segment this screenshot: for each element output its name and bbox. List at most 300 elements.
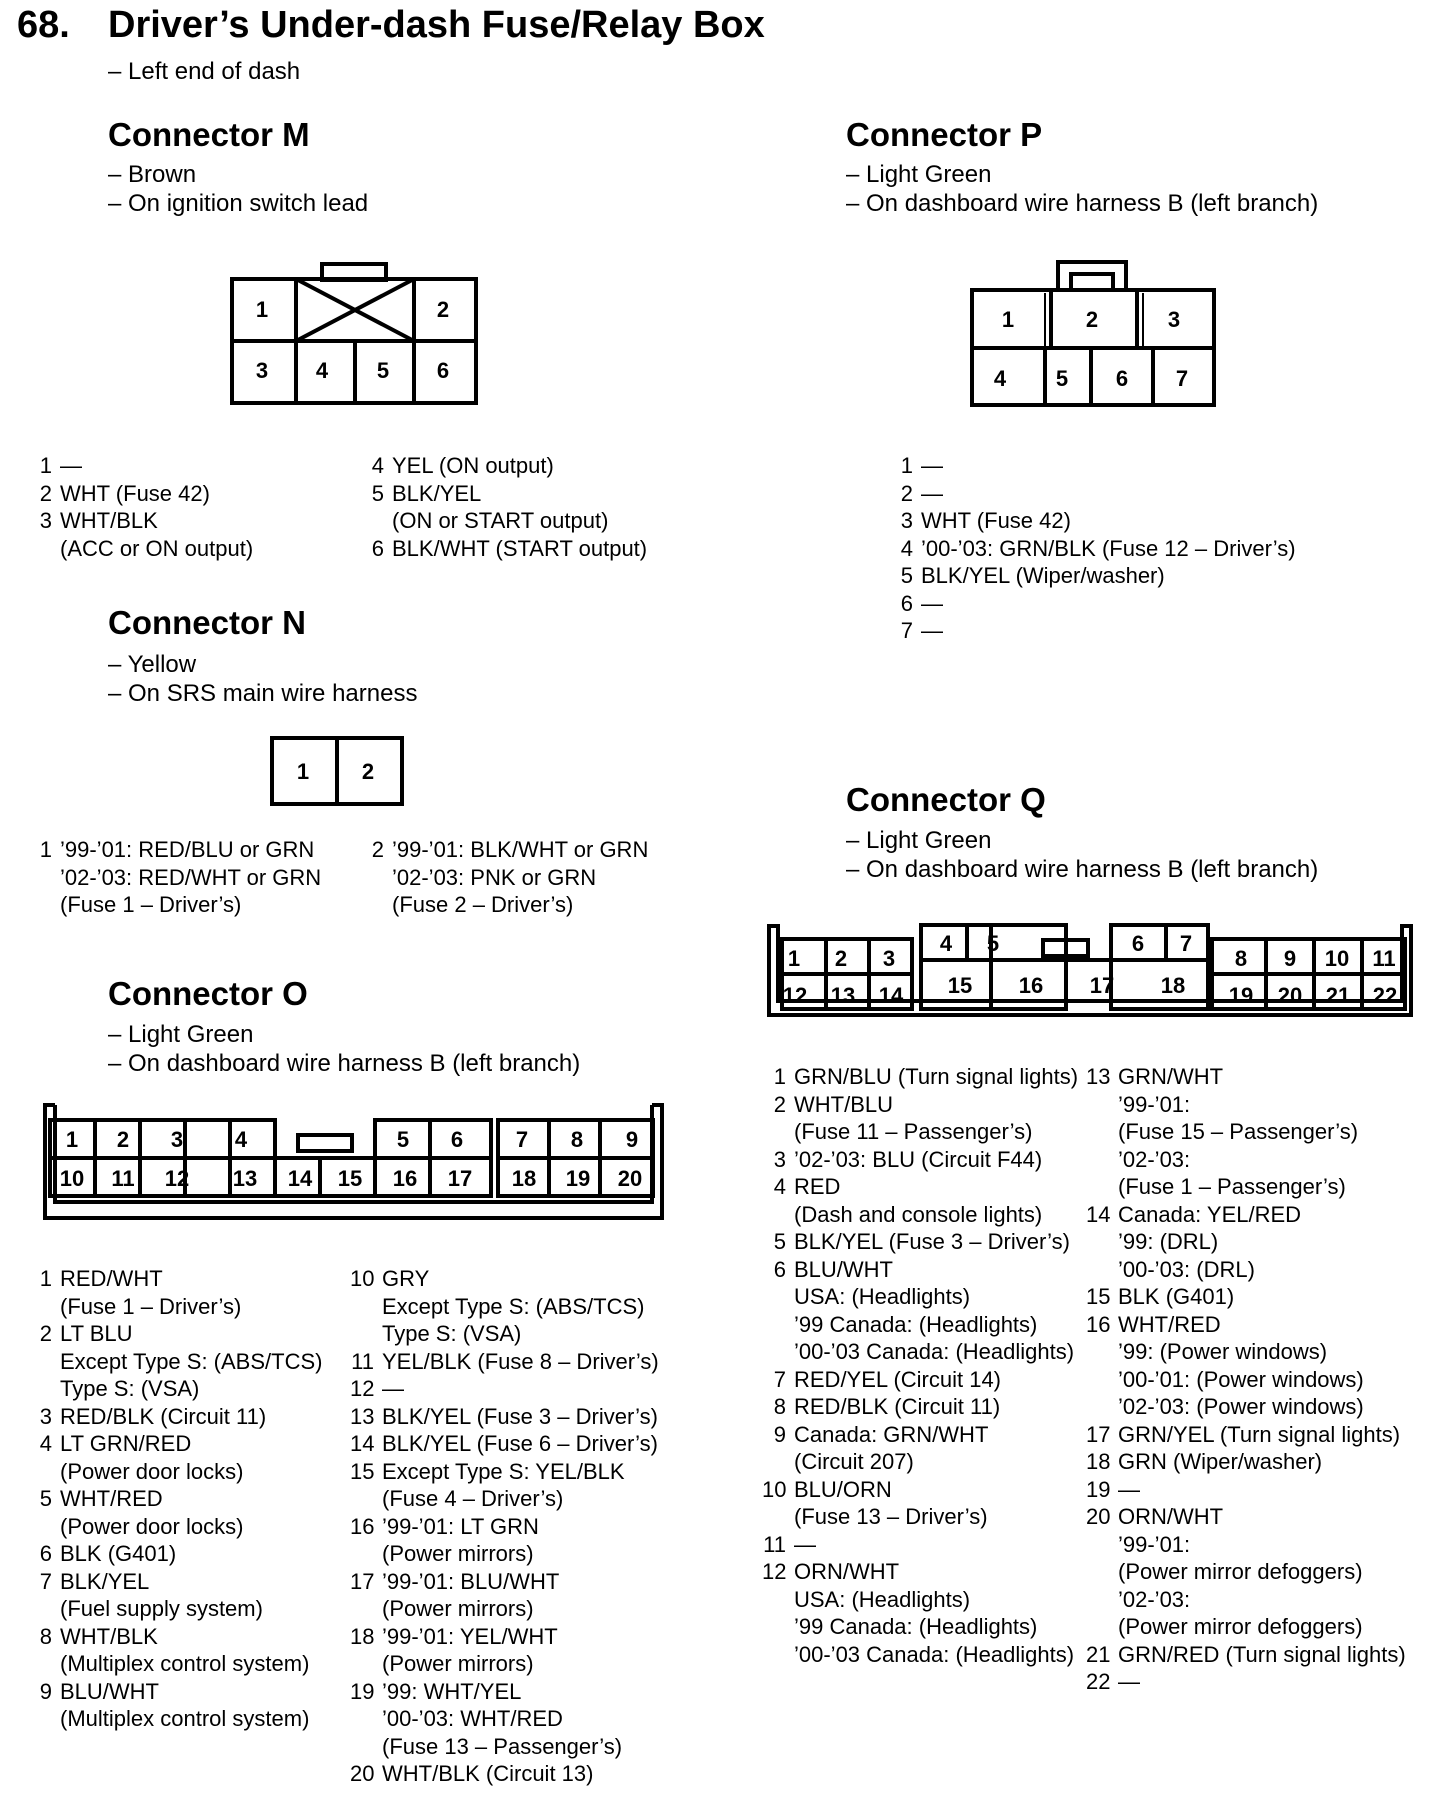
o-pin-label: 11	[111, 1166, 135, 1191]
pin-entry	[360, 535, 647, 563]
pin-description-line: ’00-’03 Canada: (Headlights)	[794, 1339, 1075, 1364]
pin-number: 22	[1086, 1669, 1111, 1694]
pin-number: 1	[39, 453, 52, 478]
pin-description	[52, 1485, 243, 1540]
pin-description-line: ’00-’03: GRN/BLK (Fuse 12 – Driver’s)	[921, 535, 1296, 561]
o-pin-label: 9	[625, 1127, 639, 1152]
pin-description-line: ’02-’03:	[1118, 1586, 1191, 1612]
pin-description	[786, 1063, 1078, 1091]
pin-description-line: WHT/BLK	[60, 1623, 158, 1649]
pin-description-line: BLK/YEL (Fuse 6 – Driver’s)	[382, 1431, 658, 1456]
connector-p-diagram	[972, 262, 1214, 405]
pin-description-line: ’00-’03: (DRL)	[1118, 1256, 1255, 1282]
pin-description	[913, 507, 1071, 535]
pin-number: 19	[1086, 1476, 1111, 1502]
pin-entry	[762, 1063, 1078, 1091]
pin-description	[52, 480, 210, 508]
n-pin-label: 1	[296, 759, 310, 784]
pin-entry	[1086, 1448, 1406, 1476]
pin-description-line: YEL (ON output)	[392, 453, 554, 478]
pin-entry	[762, 1531, 1078, 1559]
pin-description-line: (Fuse 2 – Driver’s)	[392, 892, 574, 917]
connector-n-title: Connector N	[108, 604, 306, 641]
pin-number: 17	[1086, 1421, 1111, 1447]
pin-description-line: GRN/WHT	[1118, 1064, 1224, 1089]
pin-description	[786, 1531, 816, 1559]
o-pin-label: 3	[170, 1127, 184, 1152]
o-pin-label: 4	[234, 1127, 248, 1152]
o-pin-label: 20	[617, 1166, 643, 1191]
pin-number: 3	[773, 1146, 786, 1172]
section-number: 68.	[17, 4, 70, 46]
pin-number: 2	[39, 480, 52, 506]
q-pin-label: 17	[1089, 973, 1115, 998]
pin-description	[1110, 1641, 1406, 1669]
pin-number: 18	[1086, 1449, 1111, 1474]
pin-description	[913, 562, 1165, 590]
pin-description	[913, 590, 943, 618]
pin-number: 1	[39, 837, 52, 862]
pin-entry	[1086, 1283, 1406, 1311]
pin-entry	[350, 1458, 659, 1513]
pin-description	[1110, 1421, 1400, 1449]
pin-description	[384, 836, 648, 919]
connector-o-title: Connector O	[108, 975, 308, 1012]
pin-description-line: WHT/BLU	[794, 1091, 893, 1117]
pin-entry	[350, 1430, 659, 1458]
pin-entry	[762, 1421, 1078, 1476]
pin-entry	[889, 480, 1296, 508]
pin-number: 20	[350, 1761, 375, 1786]
pin-description	[374, 1430, 658, 1458]
pin-number: 4	[900, 535, 913, 561]
pin-description-line: GRN/YEL (Turn signal lights)	[1118, 1421, 1401, 1447]
pin-description	[786, 1146, 1042, 1174]
connector-o-pins-right	[350, 1265, 659, 1788]
pin-description-line: RED/WHT	[60, 1266, 163, 1291]
pin-description-line: ’99-’01:	[1118, 1091, 1191, 1117]
pin-entry	[28, 1568, 322, 1623]
connector-o-diagram	[45, 1105, 662, 1218]
pin-number: 7	[773, 1366, 786, 1392]
connector-n-color: – Yellow	[108, 651, 197, 678]
connector-m-title: Connector M	[108, 116, 310, 153]
pin-entry	[28, 480, 253, 508]
pin-description-line: —	[921, 618, 943, 643]
pin-entry	[1086, 1063, 1406, 1201]
pin-number: 5	[39, 1486, 52, 1511]
pin-description	[913, 452, 943, 480]
p-pin-label: 3	[1167, 307, 1181, 332]
pin-description-line: ’99 Canada: (Headlights)	[794, 1311, 1038, 1337]
q-pin-label: 21	[1325, 983, 1351, 1008]
connector-m-pins-left	[28, 452, 253, 562]
pin-description-line: ’99-’01: BLK/WHT or GRN	[392, 837, 649, 862]
q-pin-label: 8	[1234, 946, 1248, 971]
pin-description-line: (Fuse 13 – Passenger’s)	[382, 1733, 623, 1759]
pin-description	[52, 836, 321, 919]
pin-description	[1110, 1063, 1358, 1201]
pin-description-line: GRY	[382, 1266, 430, 1291]
pin-description-line: RED/YEL (Circuit 14)	[794, 1366, 1002, 1392]
p-pin-label: 6	[1115, 366, 1129, 391]
pin-number: 11	[351, 1348, 374, 1374]
pin-number: 2	[371, 837, 384, 862]
connector-m-pins-right	[360, 452, 647, 562]
q-pin-label: 22	[1372, 983, 1398, 1008]
pin-description-line: ’02-’03:	[1118, 1146, 1191, 1172]
pin-number: 1	[900, 453, 913, 478]
pin-entry	[762, 1366, 1078, 1394]
pin-description-line: —	[921, 453, 943, 478]
pin-number: 7	[900, 618, 913, 643]
pin-description	[913, 535, 1296, 563]
pin-description	[1110, 1476, 1140, 1504]
pin-description-line: ’99: (Power windows)	[1118, 1339, 1328, 1364]
pin-entry	[350, 1623, 659, 1678]
pin-number: 19	[350, 1678, 375, 1704]
o-pin-label: 2	[116, 1127, 130, 1152]
pin-description-line: ’99: WHT/YEL	[382, 1678, 522, 1704]
pin-entry	[28, 507, 253, 562]
pin-description-line: ’02-’03: (Power windows)	[1118, 1394, 1364, 1419]
pin-entry	[762, 1091, 1078, 1146]
q-pin-label: 10	[1324, 946, 1350, 971]
pin-description-line: WHT/BLK	[60, 508, 158, 533]
pin-description-line: ’02-’03: BLU (Circuit F44)	[794, 1146, 1043, 1172]
pin-description-line: ORN/WHT	[1118, 1504, 1224, 1529]
pin-description-line: (ON or START output)	[392, 508, 609, 533]
pin-entry	[28, 452, 253, 480]
pin-description-line: —	[382, 1376, 404, 1401]
pin-description-line: WHT (Fuse 42)	[60, 480, 210, 506]
pin-entry	[762, 1228, 1078, 1256]
connector-m-latch	[322, 264, 386, 280]
pin-description	[52, 1265, 241, 1320]
pin-description-line: (Multiplex control system)	[60, 1651, 310, 1676]
pin-description	[52, 1403, 266, 1431]
pin-description-line: BLK (G401)	[1118, 1284, 1235, 1309]
pin-description-line: (Circuit 207)	[794, 1449, 914, 1474]
pin-description	[1110, 1283, 1234, 1311]
pin-entry	[762, 1173, 1078, 1228]
pin-description	[786, 1476, 988, 1531]
pin-description-line: RED/BLK (Circuit 11)	[794, 1394, 1001, 1419]
pin-description	[384, 535, 647, 563]
pin-entry	[28, 1265, 322, 1320]
q-pin-label: 7	[1179, 931, 1193, 956]
pin-description-line: (Fuel supply system)	[60, 1596, 263, 1621]
pin-description-line: GRN/RED (Turn signal lights)	[1118, 1641, 1406, 1667]
pin-description-line: ’00-’03: WHT/RED	[382, 1706, 563, 1731]
pin-description	[52, 452, 82, 480]
pin-entry	[1086, 1476, 1406, 1504]
pin-number: 16	[1086, 1311, 1111, 1337]
pin-entry	[889, 590, 1296, 618]
connector-n-diagram	[272, 738, 402, 804]
pin-description	[374, 1348, 659, 1376]
pin-description-line: RED/BLK (Circuit 11)	[60, 1403, 267, 1429]
pin-description-line: GRN/BLU (Turn signal lights)	[794, 1064, 1079, 1089]
pin-entry	[1086, 1503, 1406, 1641]
q-pin-label: 13	[830, 983, 856, 1008]
page-title: Driver’s Under-dash Fuse/Relay Box	[108, 4, 765, 46]
pin-description-line: ’00-’01: (Power windows)	[1118, 1366, 1364, 1392]
pin-description	[52, 507, 253, 562]
pin-description	[374, 1403, 658, 1431]
pin-entry	[1086, 1421, 1406, 1449]
q-pin-label: 4	[939, 931, 953, 956]
pin-number: 3	[39, 508, 52, 533]
pin-entry	[1086, 1311, 1406, 1421]
pin-description-line: (Power mirrors)	[382, 1541, 534, 1566]
pin-number: 9	[39, 1678, 52, 1704]
pin-entry	[350, 1348, 659, 1376]
pin-description-line: (Power mirrors)	[382, 1651, 534, 1676]
q-pin-label: 5	[986, 931, 1000, 956]
p-pin-label: 7	[1175, 366, 1189, 391]
pin-description	[384, 452, 554, 480]
pin-description-line: Type S: (VSA)	[60, 1376, 200, 1401]
connector-n-pins-left	[28, 836, 321, 919]
pin-description-line: —	[794, 1531, 816, 1557]
pin-number: 5	[773, 1229, 786, 1254]
o-pin-label: 7	[515, 1127, 529, 1152]
q-pin-label: 3	[882, 946, 896, 971]
q-pin-label: 14	[878, 983, 904, 1008]
pin-description	[786, 1393, 1000, 1421]
pin-description-line: —	[1118, 1669, 1140, 1694]
connector-m-color: – Brown	[108, 161, 197, 188]
pin-description-line: USA: (Headlights)	[794, 1586, 971, 1612]
pin-description-line: (Fuse 1 – Driver’s)	[60, 892, 242, 917]
pin-description-line: Canada: GRN/WHT	[794, 1421, 989, 1447]
pin-description	[913, 617, 943, 645]
m-pin-label: 6	[436, 358, 450, 383]
pin-description-line: ’99-’01: LT GRN	[382, 1513, 539, 1539]
connector-q-location: – On dashboard wire harness B (left branch)	[846, 856, 1319, 883]
q-pin-label: 11	[1372, 946, 1396, 971]
p-pin-label: 4	[993, 366, 1007, 391]
pin-entry	[28, 1320, 322, 1403]
pin-description	[1110, 1201, 1301, 1284]
pin-description-line: WHT/RED	[1118, 1311, 1221, 1337]
pin-description-line: —	[921, 590, 943, 616]
pin-number: 2	[900, 480, 913, 506]
page-location: – Left end of dash	[108, 58, 301, 85]
connector-m-location: – On ignition switch lead	[108, 190, 369, 217]
connector-q-diagram	[769, 925, 1411, 1015]
pin-number: 13	[350, 1403, 375, 1429]
connector-q-title: Connector Q	[846, 781, 1046, 818]
pin-description-line: (Fuse 13 – Driver’s)	[794, 1504, 988, 1529]
pin-description	[786, 1366, 1001, 1394]
connector-n-location: – On SRS main wire harness	[108, 680, 418, 707]
pin-description-line: LT BLU	[60, 1321, 133, 1346]
pin-number: 11	[763, 1531, 786, 1557]
pin-description-line: Except Type S: (ABS/TCS)	[60, 1348, 323, 1374]
pin-number: 16	[350, 1513, 375, 1539]
pin-entry	[28, 1430, 322, 1485]
connector-p-title: Connector P	[846, 116, 1043, 153]
pin-description-line: WHT (Fuse 42)	[921, 508, 1071, 533]
pin-entry	[889, 617, 1296, 645]
pin-description-line: BLU/ORN	[794, 1476, 892, 1502]
pin-number: 21	[1086, 1641, 1111, 1667]
p-pin-label: 1	[1001, 307, 1015, 332]
connector-q-color: – Light Green	[846, 827, 992, 854]
pin-entry	[762, 1393, 1078, 1421]
pin-description-line: ORN/WHT	[794, 1559, 900, 1584]
pin-entry	[360, 480, 647, 535]
m-pin-label: 3	[255, 358, 269, 383]
q-pin-label: 15	[947, 973, 973, 998]
pin-description-line: Canada: YEL/RED	[1118, 1201, 1302, 1227]
pin-description	[374, 1265, 644, 1348]
pin-description-line: (Power mirrors)	[382, 1596, 534, 1621]
pin-description	[374, 1678, 622, 1761]
pin-entry	[1086, 1668, 1406, 1696]
q-pin-label: 12	[782, 983, 808, 1008]
pin-entry	[1086, 1641, 1406, 1669]
o-pin-label: 15	[337, 1166, 363, 1191]
pin-number: 6	[371, 535, 384, 561]
pin-description-line: (Power door locks)	[60, 1513, 244, 1539]
pin-description	[52, 1540, 176, 1568]
connector-n-pins-right	[360, 836, 648, 919]
o-pin-label: 17	[447, 1166, 473, 1191]
q-pin-label: 19	[1228, 983, 1254, 1008]
pin-number: 4	[39, 1431, 52, 1456]
pin-description	[913, 480, 943, 508]
pin-description-line: WHT/BLK (Circuit 13)	[382, 1761, 594, 1786]
pin-description-line: ’99-’01: BLU/WHT	[382, 1568, 560, 1594]
pin-description-line: ’99: (DRL)	[1118, 1229, 1219, 1254]
pin-description	[1110, 1503, 1363, 1641]
connector-m-housing	[232, 279, 476, 403]
pin-number: 8	[773, 1394, 786, 1419]
pin-number: 13	[1086, 1064, 1111, 1089]
pin-entry	[889, 452, 1296, 480]
pin-number: 7	[39, 1568, 52, 1594]
pin-entry	[762, 1256, 1078, 1366]
q-pin-label: 16	[1018, 973, 1044, 998]
pin-entry	[350, 1678, 659, 1761]
connector-p-color: – Light Green	[846, 161, 992, 188]
connector-q-pins-right	[1086, 1063, 1406, 1696]
pin-description	[786, 1256, 1074, 1366]
pin-entry	[889, 535, 1296, 563]
pin-description	[786, 1173, 1042, 1228]
m-pin-label: 4	[315, 358, 329, 383]
pin-entry	[350, 1375, 659, 1403]
pin-number: 20	[1086, 1504, 1111, 1529]
pin-number: 10	[350, 1266, 375, 1291]
pin-number: 6	[39, 1541, 52, 1566]
q-pin-label: 9	[1283, 946, 1297, 971]
q-pin-label: 2	[834, 946, 848, 971]
pin-description-line: ’99-’01:	[1118, 1531, 1191, 1557]
pin-description-line: (Power mirror defoggers)	[1118, 1559, 1363, 1584]
pin-entry	[1086, 1201, 1406, 1284]
q-pin-label: 1	[787, 946, 801, 971]
connector-q-pins-left	[762, 1063, 1078, 1668]
q-pin-label: 20	[1277, 983, 1303, 1008]
pin-entry	[762, 1476, 1078, 1531]
o-pin-label: 14	[287, 1166, 313, 1191]
p-pin-label: 5	[1055, 366, 1069, 391]
pin-entry	[28, 1623, 322, 1678]
pin-description-line: BLU/WHT	[60, 1678, 159, 1704]
pin-description	[786, 1228, 1070, 1256]
pin-entry	[28, 1403, 322, 1431]
q-pin-label: 6	[1131, 931, 1145, 956]
pin-entry	[350, 1513, 659, 1568]
o-pin-label: 13	[232, 1166, 258, 1191]
pin-description	[786, 1421, 988, 1476]
pin-description-line: Except Type S: (ABS/TCS)	[382, 1293, 645, 1319]
pin-description	[374, 1568, 559, 1623]
pin-description	[786, 1091, 1032, 1146]
pin-description	[374, 1760, 593, 1788]
pin-number: 15	[350, 1458, 375, 1484]
connector-o-pins-left	[28, 1265, 322, 1733]
pin-description-line: (Power door locks)	[60, 1458, 244, 1484]
pin-number: 3	[39, 1403, 52, 1429]
p-pin-label: 2	[1085, 307, 1099, 332]
pin-entry	[28, 1540, 322, 1568]
pin-description	[52, 1678, 309, 1733]
pin-description-line: ’02-’03: PNK or GRN	[392, 864, 597, 890]
q-pin-label: 18	[1160, 973, 1186, 998]
pin-entry	[762, 1558, 1078, 1668]
pin-description-line: —	[1118, 1476, 1140, 1502]
pin-description	[52, 1568, 263, 1623]
connector-p-pins	[889, 452, 1296, 645]
pin-description	[1110, 1311, 1364, 1421]
pin-entry	[889, 562, 1296, 590]
pin-description-line: BLK/YEL (Fuse 3 – Driver’s)	[794, 1229, 1070, 1254]
pin-number: 12	[350, 1376, 375, 1401]
m-pin-label: 1	[255, 297, 269, 322]
o-pin-label: 6	[450, 1127, 464, 1152]
pin-number: 4	[371, 453, 384, 478]
connector-p-location: – On dashboard wire harness B (left branch)	[846, 190, 1319, 217]
pin-number: 14	[350, 1431, 375, 1456]
connector-o-location: – On dashboard wire harness B (left branch)	[108, 1050, 581, 1077]
pin-number: 2	[39, 1321, 52, 1346]
pin-description-line: (Fuse 11 – Passenger’s)	[794, 1119, 1033, 1144]
pin-number: 9	[773, 1421, 786, 1447]
o-pin-label: 1	[65, 1127, 79, 1152]
pin-description-line: GRN (Wiper/washer)	[1118, 1449, 1323, 1474]
pin-number: 10	[762, 1476, 787, 1502]
pin-entry	[360, 452, 647, 480]
pin-description	[374, 1513, 539, 1568]
pin-description-line: ’02-’03: RED/WHT or GRN	[60, 864, 322, 890]
pin-description	[374, 1623, 558, 1678]
pin-description-line: ’99-’01: RED/BLU or GRN	[60, 837, 315, 862]
pin-description	[1110, 1448, 1322, 1476]
pin-entry	[350, 1403, 659, 1431]
pin-description-line: (Multiplex control system)	[60, 1706, 310, 1731]
pin-description-line: Type S: (VSA)	[382, 1321, 522, 1346]
pin-description-line: (Fuse 15 – Passenger’s)	[1118, 1119, 1359, 1144]
pin-description-line: (Fuse 4 – Driver’s)	[382, 1486, 564, 1511]
pin-description-line: ’00-’03 Canada: (Headlights)	[794, 1641, 1075, 1667]
pin-description-line: BLK/WHT (START output)	[392, 535, 648, 561]
pin-description-line: ’99 Canada: (Headlights)	[794, 1614, 1038, 1639]
